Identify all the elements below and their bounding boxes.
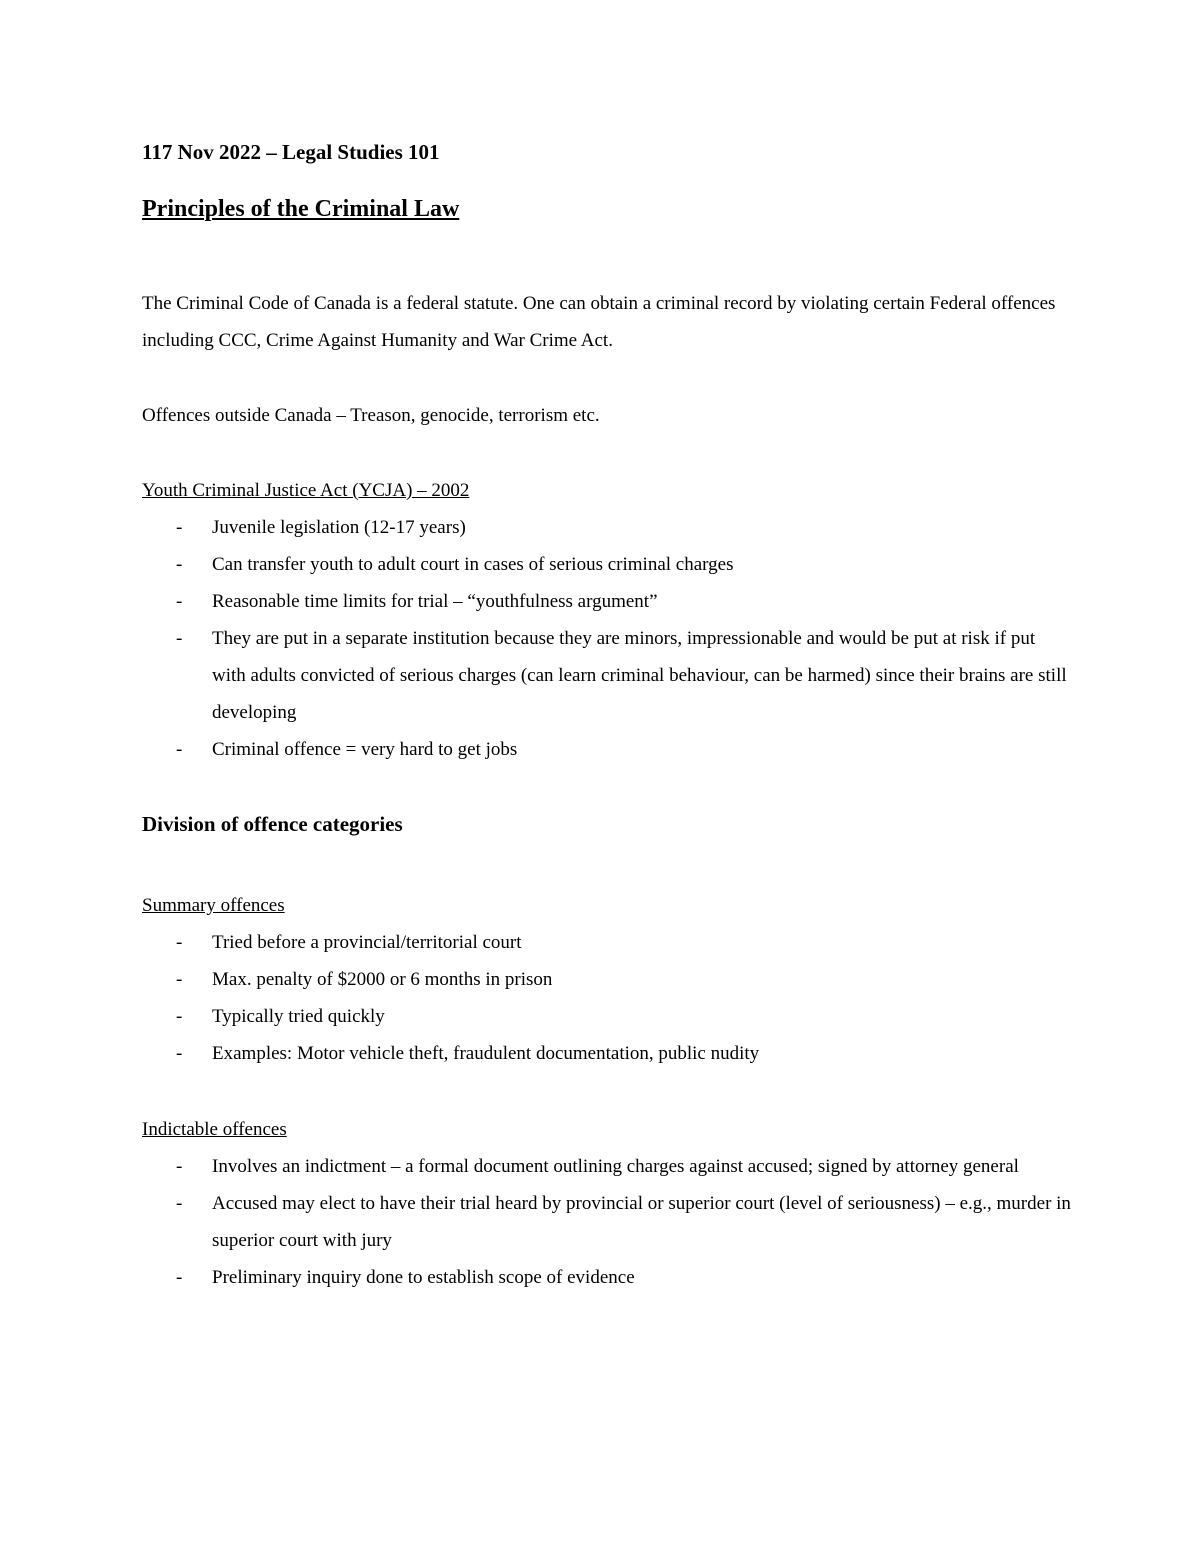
list-item-text: Accused may elect to have their trial heard by provincial or superior court (level of seriousness) – e.g., murder in superior court with jury [212, 1193, 1071, 1251]
list-item [142, 1035, 1072, 1072]
list-item [142, 731, 1072, 768]
bullet-dash: - [176, 1193, 183, 1214]
list-item-text: Juvenile legislation (12-17 years) [212, 517, 466, 538]
bullet-dash: - [176, 1043, 183, 1064]
list-item [142, 546, 1072, 583]
date-course-line: 117 Nov 2022 – Legal Studies 101 [142, 140, 440, 164]
bullet-dash: - [176, 739, 183, 760]
indictable-offences-heading: Indictable offences [142, 1119, 287, 1140]
bullet-dash: - [176, 628, 183, 649]
bullet-dash: - [176, 1006, 183, 1027]
summary-offences-list [142, 924, 1072, 1072]
list-item-text: Typically tried quickly [212, 1006, 385, 1027]
list-item [142, 998, 1072, 1035]
list-item-text: Examples: Motor vehicle theft, fraudulent documentation, public nudity [212, 1043, 760, 1064]
list-item-text: Preliminary inquiry done to establish scope of evidence [212, 1267, 635, 1288]
bullet-dash: - [176, 517, 183, 538]
list-item [142, 1259, 1072, 1296]
list-item [142, 1148, 1072, 1185]
list-item-text: Tried before a provincial/territorial court [212, 932, 522, 953]
bullet-dash: - [176, 969, 183, 990]
bullet-dash: - [176, 554, 183, 575]
bullet-dash: - [176, 932, 183, 953]
offences-outside-canada-paragraph: Offences outside Canada – Treason, genocide, terrorism etc. [142, 405, 600, 426]
list-item-text: Involves an indictment – a formal document outlining charges against accused; signed by attorney general [212, 1156, 1019, 1177]
list-item [142, 1185, 1072, 1259]
list-item-text: Criminal offence = very hard to get jobs [212, 739, 518, 760]
page-title: Principles of the Criminal Law [142, 196, 460, 222]
list-item-text: Can transfer youth to adult court in cases of serious criminal charges [212, 554, 734, 575]
list-item [142, 620, 1072, 731]
list-item [142, 961, 1072, 998]
summary-offences-heading: Summary offences [142, 895, 285, 916]
list-item-text: They are put in a separate institution because they are minors, impressionable and would be put at risk if put with adults convicted of serious charges (can learn criminal behaviour, can be harmed) since their brains are still developing [212, 628, 1067, 723]
ycja-heading: Youth Criminal Justice Act (YCJA) – 2002 [142, 480, 470, 501]
list-item [142, 924, 1072, 961]
list-item [142, 509, 1072, 546]
bullet-dash: - [176, 1156, 183, 1177]
division-heading: Division of offence categories [142, 812, 403, 836]
intro-paragraph: The Criminal Code of Canada is a federal statute. One can obtain a criminal record by violating certain Federal offences including CCC, Crime Against Humanity and War Crime Act. [142, 293, 1056, 351]
list-item-text: Reasonable time limits for trial – “youthfulness argument” [212, 591, 658, 612]
bullet-dash: - [176, 591, 183, 612]
ycja-list [142, 509, 1072, 768]
indictable-offences-list [142, 1148, 1072, 1296]
list-item [142, 583, 1072, 620]
list-item-text: Max. penalty of $2000 or 6 months in prison [212, 969, 553, 990]
bullet-dash: - [176, 1267, 183, 1288]
